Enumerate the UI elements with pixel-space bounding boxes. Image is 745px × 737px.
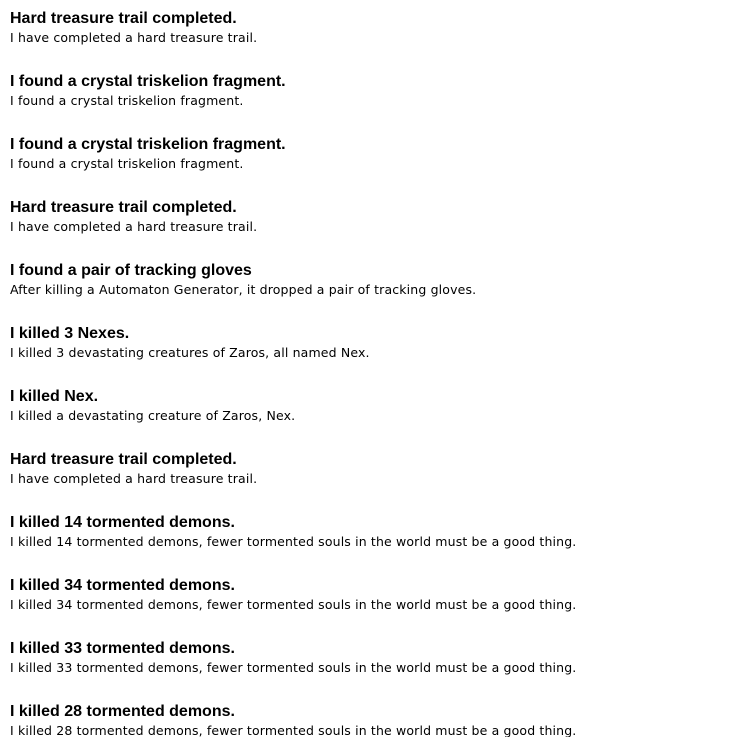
activity-title: I killed Nex. <box>10 388 99 405</box>
activity-title: I killed 33 tormented demons. <box>10 640 235 657</box>
activity-title: I found a pair of tracking gloves <box>10 262 252 279</box>
activity-entry <box>10 387 745 450</box>
activity-entry <box>10 9 745 72</box>
activity-entry <box>10 639 745 702</box>
activity-entry <box>10 324 745 387</box>
activity-title: I killed 34 tormented demons. <box>10 577 235 594</box>
activity-title: I killed 28 tormented demons. <box>10 703 235 720</box>
activity-description: I killed a devastating creature of Zaros, Nex. <box>10 408 296 423</box>
activity-description: I killed 28 tormented demons, fewer tormented souls in the world must be a good thing. <box>10 723 577 737</box>
activity-entry <box>10 702 745 737</box>
activity-title: I found a crystal triskelion fragment. <box>10 136 286 153</box>
activity-entry <box>10 261 745 324</box>
activity-description: After killing a Automaton Generator, it dropped a pair of tracking gloves. <box>10 282 477 297</box>
activity-description: I killed 33 tormented demons, fewer tormented souls in the world must be a good thing. <box>10 660 577 675</box>
activity-entry <box>10 576 745 639</box>
activity-entry <box>10 198 745 261</box>
activity-entry <box>10 513 745 576</box>
activity-description: I have completed a hard treasure trail. <box>10 219 258 234</box>
activity-title: I found a crystal triskelion fragment. <box>10 73 286 90</box>
activity-description: I have completed a hard treasure trail. <box>10 30 258 45</box>
activity-title: I killed 3 Nexes. <box>10 325 130 342</box>
activity-title: Hard treasure trail completed. <box>10 199 237 216</box>
activity-title: Hard treasure trail completed. <box>10 10 237 27</box>
activity-description: I killed 14 tormented demons, fewer tormented souls in the world must be a good thing. <box>10 534 577 549</box>
activity-description: I found a crystal triskelion fragment. <box>10 93 244 108</box>
activity-description: I have completed a hard treasure trail. <box>10 471 258 486</box>
activity-description: I killed 3 devastating creatures of Zaros, all named Nex. <box>10 345 370 360</box>
activity-description: I killed 34 tormented demons, fewer tormented souls in the world must be a good thing. <box>10 597 577 612</box>
activity-entry <box>10 135 745 198</box>
activity-title: Hard treasure trail completed. <box>10 451 237 468</box>
activity-entry <box>10 72 745 135</box>
activity-title: I killed 14 tormented demons. <box>10 514 235 531</box>
activity-entry <box>10 450 745 513</box>
activity-description: I found a crystal triskelion fragment. <box>10 156 244 171</box>
